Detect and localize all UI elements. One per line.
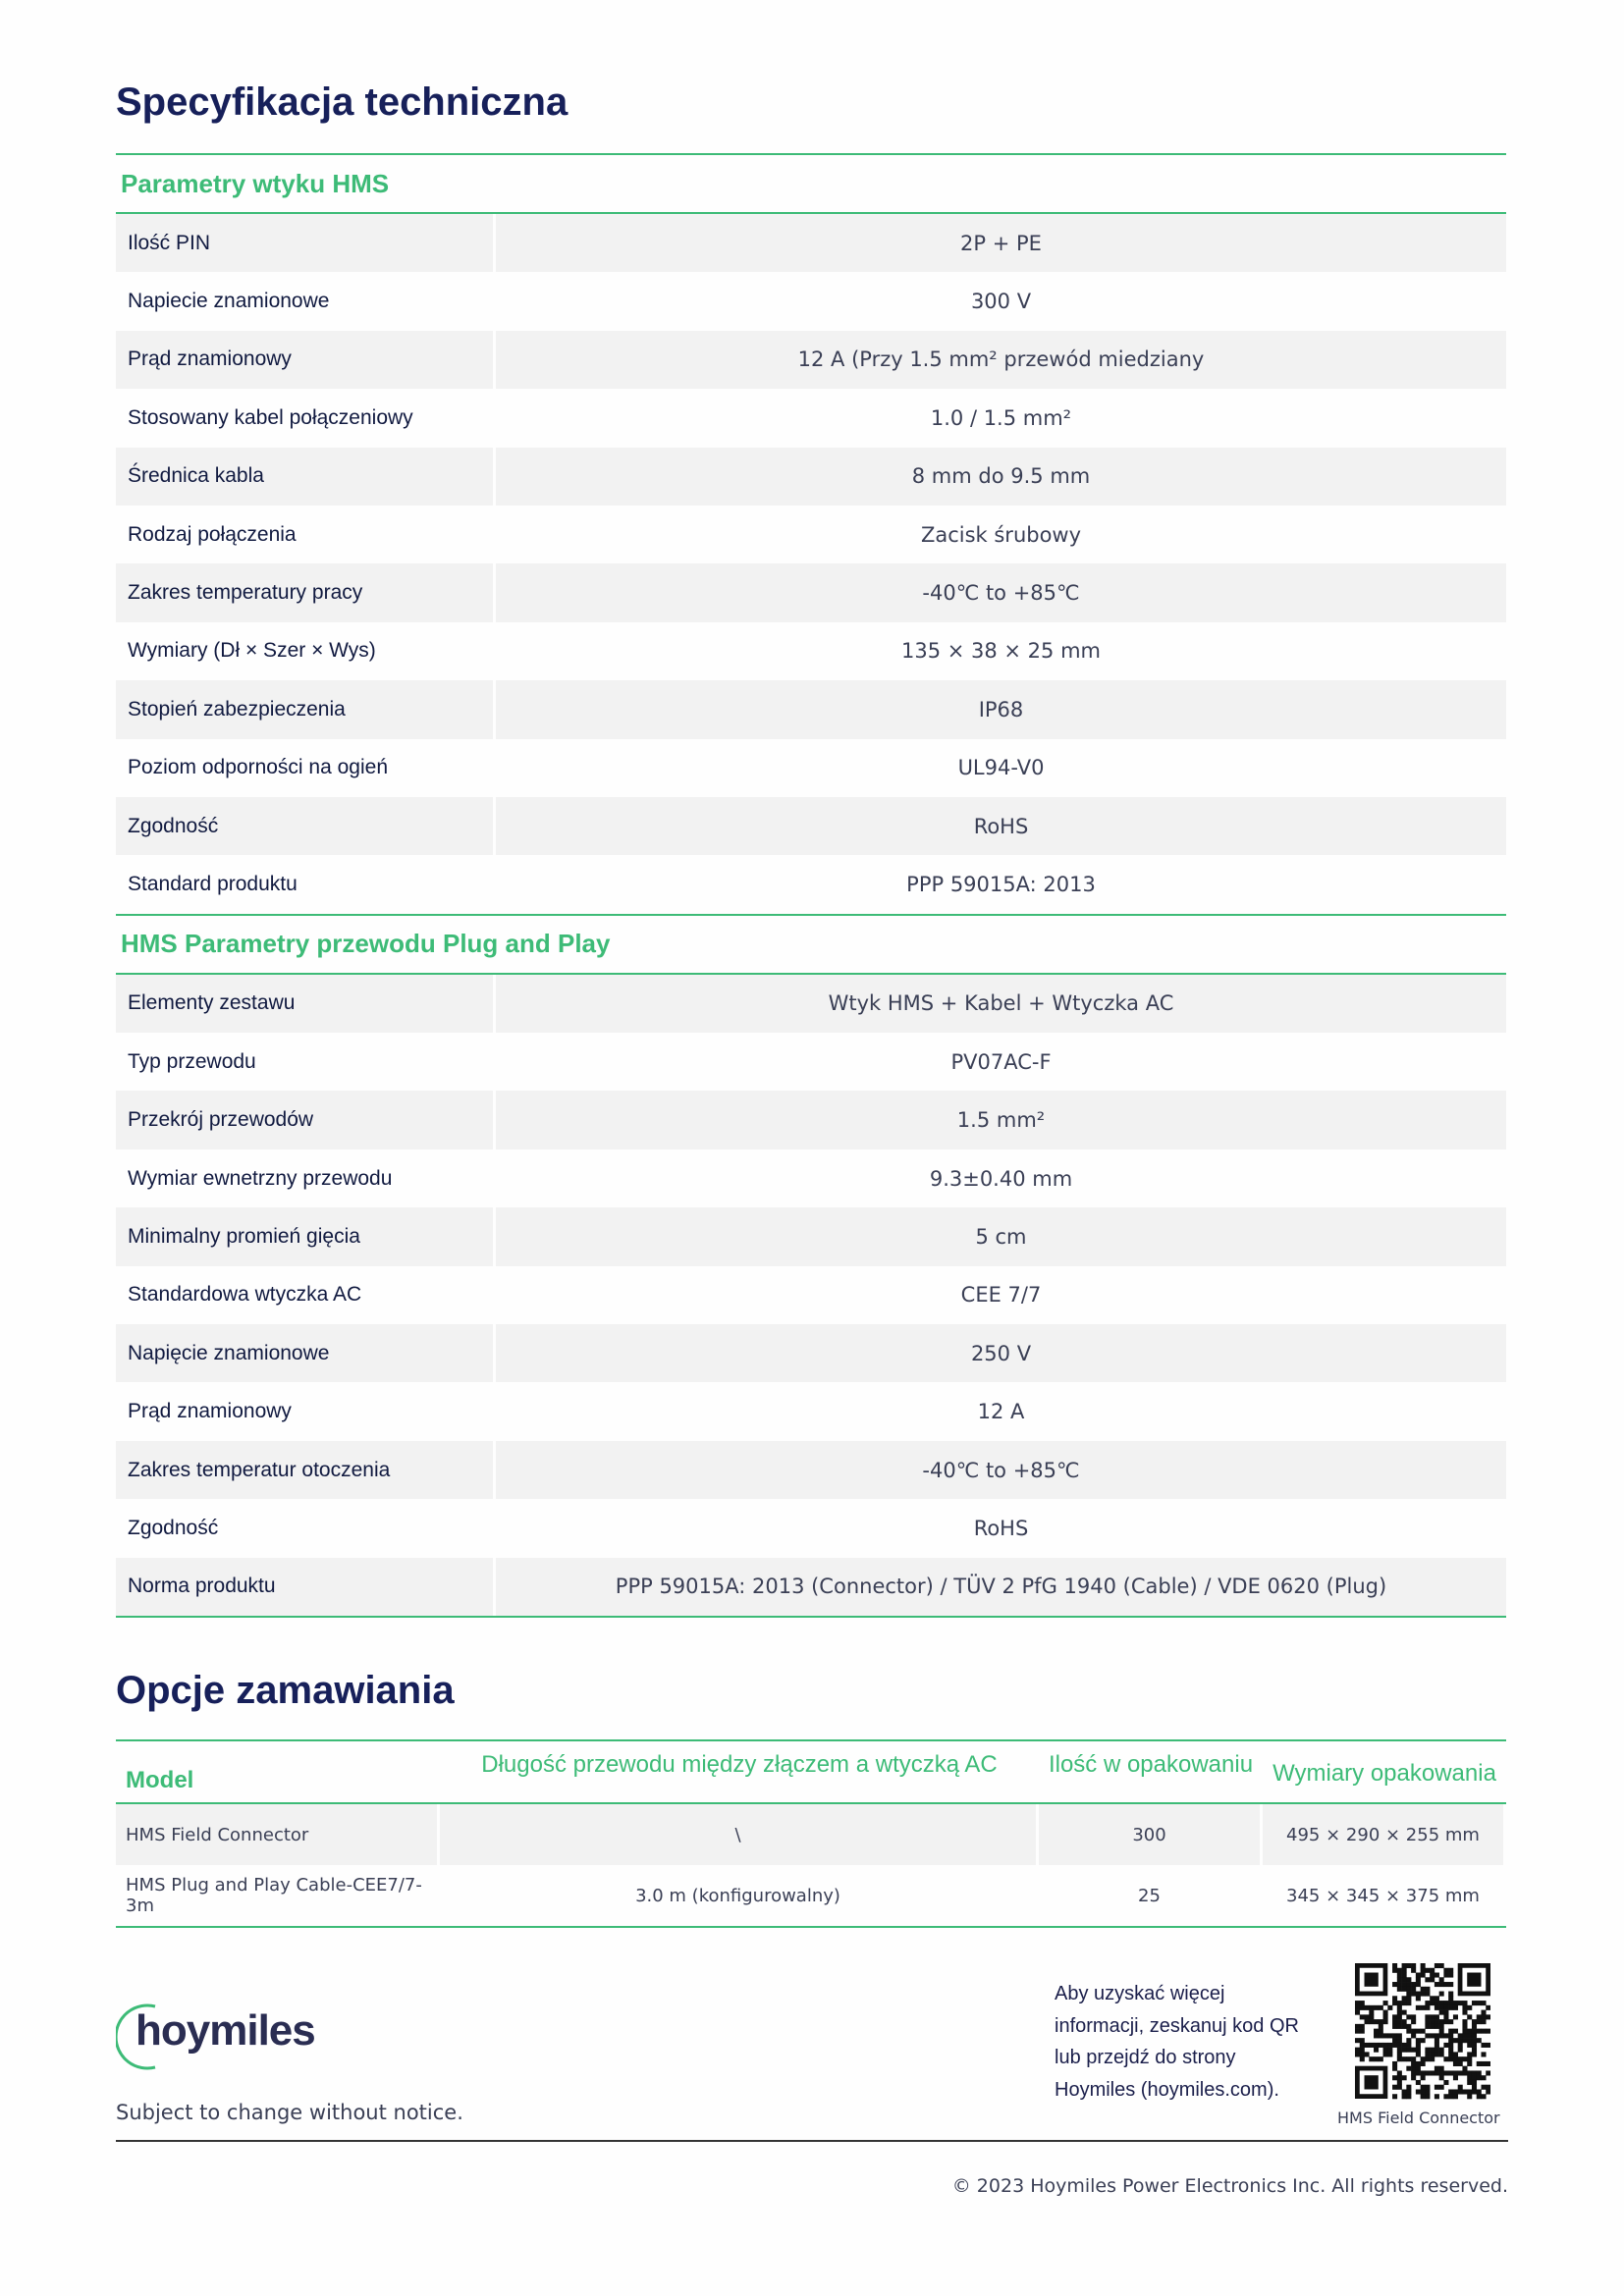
table-row bbox=[116, 975, 1506, 1033]
param-value: 300 V bbox=[970, 290, 1032, 314]
cell-qty: 300 bbox=[1039, 1804, 1263, 1865]
table-row bbox=[116, 1499, 1506, 1557]
ordering-header-row bbox=[116, 1741, 1506, 1804]
param-value: 12 A (Przy 1.5 mm² przewód miedziany bbox=[797, 347, 1205, 372]
param-value: 12 A bbox=[977, 1400, 1025, 1424]
param-value: Wtyk HMS + Kabel + Wtyczka AC bbox=[828, 991, 1174, 1016]
param-value: Zacisk śrubowy bbox=[920, 522, 1082, 547]
ordering-title: Opcje zamawiania bbox=[116, 1669, 455, 1712]
param-label: Średnica kabla bbox=[116, 448, 496, 506]
table-row bbox=[116, 1382, 1506, 1440]
table-row bbox=[116, 1558, 1506, 1616]
header-dimensions: Wymiary opakowania bbox=[1272, 1760, 1496, 1787]
table-row bbox=[116, 1804, 1506, 1865]
param-label: Standard produktu bbox=[116, 855, 496, 913]
table-row bbox=[116, 855, 1506, 913]
param-value: 1.0 / 1.5 mm² bbox=[930, 405, 1072, 430]
cell-length: 3.0 m (konfigurowalny) bbox=[440, 1865, 1039, 1926]
param-label: Zgodność bbox=[116, 1499, 496, 1557]
param-label: Typ przewodu bbox=[116, 1033, 496, 1091]
param-label: Norma produktu bbox=[116, 1558, 496, 1616]
header-model: Model bbox=[126, 1767, 194, 1793]
param-label: Standardowa wtyczka AC bbox=[116, 1266, 496, 1324]
cell-model: HMS Field Connector bbox=[116, 1804, 440, 1865]
table-row bbox=[116, 1091, 1506, 1148]
param-label: Minimalny promień gięcia bbox=[116, 1207, 496, 1265]
table-row bbox=[116, 214, 1506, 272]
hoymiles-logo: hoymiles bbox=[116, 2002, 352, 2071]
section-title-plug: Parametry wtyku HMS bbox=[116, 153, 1506, 212]
param-value: RoHS bbox=[973, 814, 1029, 838]
param-value: 2P + PE bbox=[960, 231, 1042, 255]
param-label: Napięcie znamionowe bbox=[116, 1324, 496, 1382]
table-row bbox=[116, 1149, 1506, 1207]
table-row bbox=[116, 1033, 1506, 1091]
param-value: PPP 59015A: 2013 bbox=[906, 872, 1096, 896]
table-row bbox=[116, 506, 1506, 563]
page-title: Specyfikacja techniczna bbox=[116, 80, 568, 124]
table-row bbox=[116, 1441, 1506, 1499]
param-value: RoHS bbox=[973, 1516, 1029, 1540]
param-label: Stosowany kabel połączeniowy bbox=[116, 389, 496, 447]
cell-dimensions: 345 × 345 × 375 mm bbox=[1263, 1865, 1506, 1926]
table-row bbox=[116, 331, 1506, 389]
param-label: Przekrój przewodów bbox=[116, 1091, 496, 1148]
table-row bbox=[116, 563, 1506, 621]
param-label: Elementy zestawu bbox=[116, 975, 496, 1033]
qr-caption: HMS Field Connector bbox=[1337, 2109, 1500, 2127]
table-row bbox=[116, 797, 1506, 855]
table-row bbox=[116, 1324, 1506, 1382]
param-label: Poziom odporności na ogień bbox=[116, 739, 496, 797]
table-row bbox=[116, 680, 1506, 738]
param-label: Stopień zabezpieczenia bbox=[116, 680, 496, 738]
table-row bbox=[116, 1207, 1506, 1265]
param-label: Prąd znamionowy bbox=[116, 1382, 496, 1440]
param-label: Ilość PIN bbox=[116, 214, 496, 272]
qr-info-text: Aby uzyskać więcej informacji, zeskanuj kod QR lub przejdź do strony Hoymiles (hoymiles.com). bbox=[1055, 1983, 1299, 2101]
cell-qty: 25 bbox=[1039, 1865, 1263, 1926]
plug-params-table bbox=[116, 153, 1506, 1618]
param-label: Wymiar ewnetrzny przewodu bbox=[116, 1149, 496, 1207]
copyright-text: © 2023 Hoymiles Power Electronics Inc. All rights reserved. bbox=[951, 2175, 1508, 2197]
table-row bbox=[116, 272, 1506, 330]
param-value: UL94-V0 bbox=[957, 756, 1045, 780]
param-value: 5 cm bbox=[975, 1224, 1027, 1249]
param-label: Wymiary (Dł × Szer × Wys) bbox=[116, 622, 496, 680]
param-label: Napiecie znamionowe bbox=[116, 272, 496, 330]
table-row bbox=[116, 739, 1506, 797]
param-label: Rodzaj połączenia bbox=[116, 506, 496, 563]
table-row bbox=[116, 1266, 1506, 1324]
param-value: 8 mm do 9.5 mm bbox=[911, 464, 1091, 489]
param-value: -40℃ to +85℃ bbox=[922, 1458, 1080, 1482]
param-label: Prąd znamionowy bbox=[116, 331, 496, 389]
table-row bbox=[116, 448, 1506, 506]
section-title-cable: HMS Parametry przewodu Plug and Play bbox=[116, 914, 1506, 973]
cell-dimensions: 495 × 290 × 255 mm bbox=[1263, 1804, 1506, 1865]
table-row bbox=[116, 622, 1506, 680]
param-value: 250 V bbox=[970, 1341, 1032, 1365]
param-value: 9.3±0.40 mm bbox=[929, 1166, 1073, 1191]
param-value: PPP 59015A: 2013 (Connector) / TÜV 2 PfG 1940 (Cable) / VDE 0620 (Plug) bbox=[615, 1575, 1387, 1599]
param-value: 1.5 mm² bbox=[956, 1108, 1046, 1133]
table-row bbox=[116, 1865, 1506, 1926]
param-value: CEE 7/7 bbox=[960, 1283, 1042, 1308]
param-value: -40℃ to +85℃ bbox=[922, 581, 1080, 606]
table-row bbox=[116, 389, 1506, 447]
cell-model: HMS Plug and Play Cable-CEE7/7-3m bbox=[116, 1865, 440, 1926]
qr-code-icon[interactable] bbox=[1355, 1963, 1490, 2101]
param-label: Zgodność bbox=[116, 797, 496, 855]
param-label: Zakres temperatury pracy bbox=[116, 563, 496, 621]
param-label: Zakres temperatur otoczenia bbox=[116, 1441, 496, 1499]
param-value: 135 × 38 × 25 mm bbox=[900, 639, 1101, 664]
param-value: PV07AC-F bbox=[950, 1049, 1052, 1074]
ordering-table bbox=[116, 1739, 1506, 1928]
header-length: Długość przewodu między złączem a wtyczką AC bbox=[481, 1751, 998, 1778]
footer-divider bbox=[116, 2140, 1508, 2142]
notice-text: Subject to change without notice. bbox=[116, 2101, 463, 2124]
param-value: IP68 bbox=[978, 697, 1024, 721]
header-qty: Ilość w opakowaniu bbox=[1048, 1751, 1254, 1778]
cell-length: \ bbox=[440, 1804, 1039, 1865]
